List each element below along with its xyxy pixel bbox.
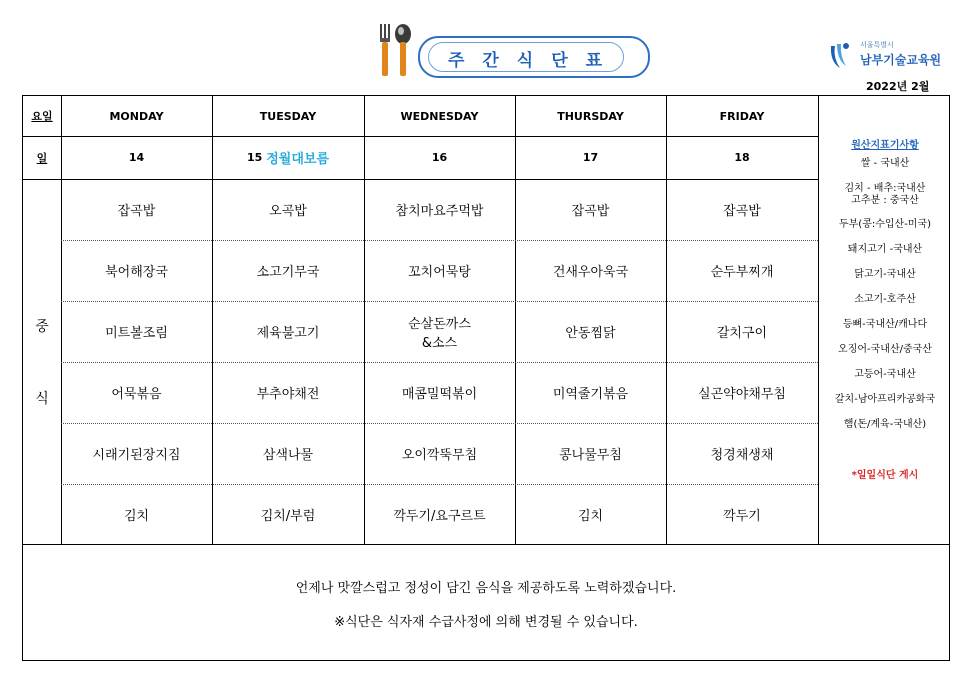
origin-item: 돼지고기 -국내산 (847, 244, 923, 255)
menu-item: 김치 (577, 508, 604, 524)
origin-item: 갈치-남아프리카공화국 (834, 394, 936, 405)
date-label: 2022년 2월 (866, 80, 930, 93)
menu-item: 제육불고기 (256, 326, 320, 341)
menu-item: 오이깍뚝무침 (401, 448, 478, 463)
menu-item: 어묵볶음 (111, 387, 162, 402)
day-header-tuesday: TUESDAY (259, 109, 317, 123)
menu-item: 갈치구이 (716, 326, 768, 341)
origin-item: 김치 - 배추:국내산 고추분 : 중국산 (844, 183, 926, 206)
date-tuesday: 15 (246, 151, 263, 164)
origin-item: 오징어-국내산/중국산 (838, 344, 932, 355)
date-thursday: 17 (582, 151, 599, 164)
menu-item: 매콤밀떡볶이 (401, 387, 478, 402)
menu-item: 부추야채전 (256, 387, 320, 402)
daily-menu-notice: *일일식단 게시 (851, 470, 919, 481)
menu-item: 참치마요주먹밥 (395, 204, 484, 219)
origin-item: 두부(콩:수입산-미국) (838, 219, 932, 230)
menu-item: 잡곡밥 (117, 204, 156, 219)
day-header-wednesday: WEDNESDAY (400, 109, 479, 123)
meal-label-1: 중 (35, 319, 49, 335)
logo-school-name: 남부기술교육원 (860, 53, 942, 67)
menu-item: 실곤약야채무침 (698, 387, 786, 402)
title-banner (370, 22, 650, 80)
origin-item: 닭고기-국내산 (854, 269, 916, 280)
logo-city-text: 서울특별시 (860, 41, 894, 49)
school-logo (828, 38, 948, 72)
row-label-day: 요일 (31, 110, 53, 123)
date-tuesday-cell (212, 136, 364, 179)
menu-table (22, 95, 950, 661)
meal-label-2: 식 (35, 391, 49, 407)
menu-item: 깍두기 (723, 508, 761, 524)
menu-item: 미역줄기볶음 (552, 387, 629, 402)
row-label-date: 일 (36, 151, 48, 165)
menu-item: 청경채생채 (710, 448, 774, 463)
day-header-monday: MONDAY (109, 109, 164, 123)
day-header-friday: FRIDAY (719, 109, 765, 123)
menu-item: 오곡밥 (269, 204, 307, 219)
menu-item: 소고기무국 (256, 265, 320, 280)
menu-item: 콩나물무침 (559, 448, 622, 463)
footer-notice: ※식단은 식자재 수급사정에 의해 변경될 수 있습니다. (334, 615, 638, 630)
menu-item: 시래기된장지짐 (92, 448, 181, 463)
menu-item: 안동찜닭 (565, 326, 616, 341)
menu-item: 건새우아욱국 (552, 265, 629, 280)
menu-item: 순살돈까스 &소스 (408, 316, 471, 351)
menu-item: 삼색나물 (262, 448, 314, 463)
footer-message: 언제나 맛깔스럽고 정성이 담긴 음식을 제공하도록 노력하겠습니다. (295, 581, 677, 596)
date-wednesday: 16 (431, 151, 448, 164)
origin-item: 소고기-호주산 (854, 294, 916, 305)
day-header-thursday: THURSDAY (557, 109, 624, 123)
menu-item: 잡곡밥 (723, 204, 761, 219)
title-pill (418, 36, 650, 78)
date-friday: 18 (734, 151, 750, 164)
menu-item: 북어해장국 (105, 265, 168, 280)
menu-item: 깍두기/요구르트 (393, 508, 486, 524)
page-title: 주간식단표 (447, 51, 621, 71)
date-monday: 14 (128, 151, 145, 164)
menu-item: 순두부찌개 (710, 265, 774, 280)
menu-item: 미트볼조림 (105, 326, 168, 341)
origin-item: 햄(돈/계육-국내산) (843, 419, 927, 430)
holiday-label: 정월대보름 (266, 152, 330, 167)
origin-item: 쌀 - 국내산 (860, 158, 910, 169)
menu-item: 꼬치어묵탕 (408, 265, 471, 280)
menu-item: 김치/부럼 (260, 508, 316, 524)
menu-item: 김치 (123, 508, 150, 524)
origin-title: 원산지표기사항 (851, 140, 919, 151)
origin-item: 고등어-국내산 (854, 369, 916, 380)
menu-item: 잡곡밥 (571, 204, 610, 219)
logo-icon (828, 40, 852, 70)
origin-item: 등뼈-국내산/캐나다 (842, 319, 928, 330)
fork-spoon-icon (370, 22, 420, 80)
